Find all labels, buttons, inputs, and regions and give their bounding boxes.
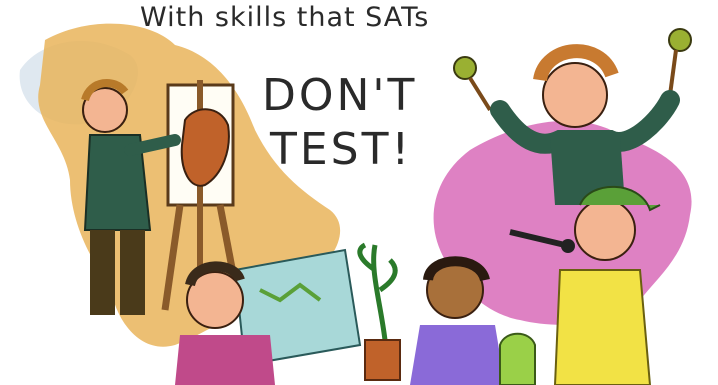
potted-plant	[360, 245, 395, 340]
caption-line-1: With skills that SATs	[140, 2, 430, 33]
map-reader-kid	[175, 250, 360, 385]
caption-line-2: DON'T	[262, 70, 418, 121]
watering-can	[500, 334, 535, 385]
caption-line-3: TEST!	[270, 124, 413, 175]
